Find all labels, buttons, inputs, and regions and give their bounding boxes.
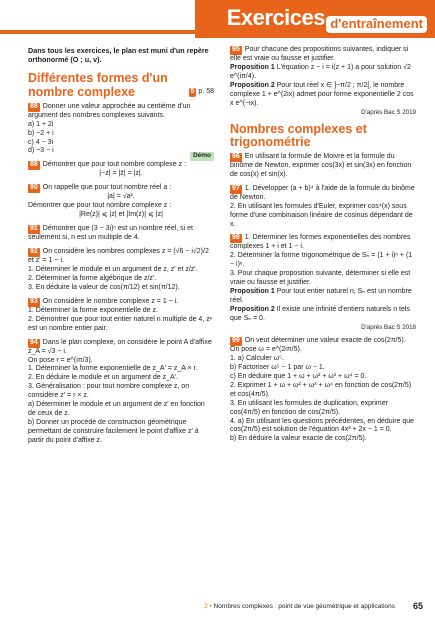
exercise-number: 93 [30, 297, 38, 305]
exercise-number: 88 [30, 102, 38, 110]
question-1: 1. Déterminer la forme exponentielle de z. [28, 306, 158, 314]
proposition-1-label: Proposition 1 [230, 288, 275, 296]
footer-chapter [204, 603, 395, 611]
exercise-number: 95 [232, 46, 240, 53]
formula-1: |a| = √a². [107, 193, 135, 201]
demo-tag: Démo [190, 152, 214, 160]
section-ref [189, 88, 214, 97]
exercise-text: Dans le plan complexe, on considère le point A d'affixe z_A = √3 − i. [28, 338, 212, 355]
section-ref-page: p. 58 [198, 87, 214, 95]
question-1: 1. Déterminer le module et un argument de z, z′ et z/z′. [28, 265, 198, 273]
item-a: a) 1 + 2i [28, 120, 54, 128]
exercise-text: Démontrer que (3 − 3i)ⁿ est un nombre réel, si et seulement si, n est un multiple de 4. [28, 225, 194, 242]
proposition-2: Pour tout réel x ∈ ]−π/2 ; π/2[, le nombre complexe 1 + e^(2ix) admet pour forme exponentielle 2 cos x e^(−ix). [230, 81, 414, 107]
exercise-92 [28, 248, 214, 293]
right-column [230, 46, 416, 449]
exercise-99 [230, 337, 416, 444]
question-1c: c) En déduire que 1 + ω + ω² + ω³ + ω⁴ = 0. [230, 372, 367, 380]
exercise-number: 98 [232, 234, 240, 242]
exercise-98 [230, 234, 416, 331]
exercise-94 [28, 339, 214, 446]
section-title-1: Différentes formes d'un nombre complexe [28, 71, 168, 99]
question-2: 2. Exprimer 1 + ω + ω² + ω³ + ω⁴ en fonction de cos(2π/5) et cos(4π/5). [230, 381, 412, 398]
proposition-1-label: Proposition 1 [230, 63, 275, 71]
question-3: 3. Généralisation : pour tout nombre complexe z, on considère z′ = r × z. [28, 383, 190, 400]
exercise-number: 91 [30, 225, 38, 233]
question-1a: 1. a) Calculer ω⁵. [230, 354, 284, 362]
footer-chapter-title: Nombres complexes : point de vue géométrique et applications [213, 602, 395, 610]
pose-line: On pose r = e^(iπ/3). [28, 356, 93, 364]
exercise-96 [230, 153, 416, 180]
question-1b: b) Factoriser ω⁵ − 1 par ω − 1. [230, 363, 325, 371]
exercise-90 [28, 184, 214, 220]
formula: |−z| = |z̄| = |z|. [99, 170, 143, 178]
exercise-number: 99 [232, 336, 240, 344]
question-3: 3. Pour chaque proposition suivante, déterminer si elle est vraie ou fausse et justifier. [230, 270, 411, 287]
proposition-2-label: Proposition 2 [230, 306, 275, 314]
exercise-88 [28, 103, 214, 157]
page-header [0, 0, 435, 42]
header-subtitle: d'entraînement [326, 16, 427, 33]
exercise-text-2: Démontrer que pour tout nombre complexe z : [28, 202, 172, 210]
proposition-1: Pour tout entier naturel n, Sₙ est un nombre réel. [230, 288, 412, 305]
source: D'après Bac S 2019 [361, 108, 416, 116]
source: D'après Bac S 2018 [361, 324, 416, 332]
exercise-93 [28, 298, 214, 334]
exercise-text: Démontrer que pour tout nombre complexe z : [42, 161, 186, 169]
formula-2: |Re(z)| ⩽ |z| et |Im(z)| ⩽ |z| [79, 211, 163, 219]
exercise-text: Pour chacune des propositions suivantes, indiquer si elle est vraie ou fausse et justifier. [230, 46, 409, 62]
exercise-text: On considère le nombre complexe z = 1 − i. [42, 297, 179, 305]
question-3: 3. En utilisant les formules de duplication, exprimer cos(4π/5) en fonction de cos(2π/5). [230, 399, 388, 416]
question-3: 3. En déduire la valeur de cos(π/12) et sin(π/12). [28, 283, 180, 291]
question-1: 1. Développer (a + b)⁴ à l'aide de la formule du binôme de Newton. [230, 184, 415, 201]
exercise-text: On considère les nombres complexes z = (√6 − i√2)/2 et z′ = 1 − i. [28, 248, 209, 264]
question-1: 1. Déterminer les formes exponentielles des nombres complexes 1 + i et 1 − i. [230, 234, 411, 251]
page-number: 65 [412, 601, 423, 612]
item-c: c) 4 − 3i [28, 138, 54, 146]
exercise-97 [230, 185, 416, 230]
question-3b: b) Donner un procédé de construction géométrique permettant de construire facilement le point d'affixe z′ à partir du point d'affixe z. [28, 419, 199, 445]
header-title: Exercices [226, 5, 325, 30]
intro-text: Dans tous les exercices, le plan est muni d'un repère orthonormé (O ; u, v). [28, 46, 209, 65]
question-2: 2. Déterminer la forme trigonométrique de Sₙ = (1 + i)ⁿ + (1 − i)ⁿ. [230, 252, 413, 269]
page-footer [0, 595, 435, 619]
question-3a: a) Déterminer le module et un argument de z′ en fonction de ceux de z. [28, 401, 205, 418]
exercise-text: On rappelle que pour tout nombre réel a : [42, 184, 172, 192]
exercise-95 [230, 46, 416, 117]
exercise-text: On veut déterminer une valeur exacte de cos(2π/5). [244, 336, 406, 344]
exercise-number: 94 [30, 338, 38, 346]
footer-chapter-num: 2 • [204, 602, 212, 610]
exercise-number: 97 [232, 184, 240, 192]
question-4a: 4. a) En utilisant les questions précédentes, en déduire que cos(2π/5) est solution de l'équation 4x² + 2x − 1 = 0. [230, 417, 415, 434]
question-1: 1. Déterminer la forme exponentielle de z_A′ = z_A × r. [28, 365, 198, 373]
exercise-number: 90 [30, 184, 38, 192]
proposition-2-label: Proposition 2 [230, 81, 275, 89]
left-column [28, 46, 214, 451]
exercise-89 [28, 152, 214, 179]
question-2: 2. Déterminer la forme algébrique de z/z′. [28, 274, 157, 282]
proposition-2: Il existe une infinité d'entiers naturels n tels que Sₙ = 0. [230, 306, 410, 323]
item-b: b) −2 + i [28, 129, 54, 137]
section-ref-badge: 5 [190, 87, 195, 95]
exercise-number: 96 [232, 152, 240, 160]
item-d: d) −3 − i [28, 147, 54, 155]
question-4b: b) En déduire la valeur exacte de cos(2π/5). [230, 435, 367, 443]
exercise-number: 92 [30, 248, 38, 256]
proposition-1: L'équation z − i = i(z + 1) a pour solution √2 e^(iπ/4). [230, 63, 411, 80]
exercise-text: Donner une valeur approchée au centième d'un argument des nombres complexes suivants. [28, 102, 191, 119]
question-2: 2. En utilisant les formules d'Euler, exprimer cos⁴(x) sous forme d'une combinaison linéaire de cosinus dépendant de x. [230, 202, 413, 228]
pose-line: On pose ω = e^(2iπ/5). [230, 345, 302, 353]
exercise-number: 89 [30, 161, 38, 169]
section-heading-1 [28, 72, 214, 98]
question-2: 2. En déduire le module et un argument de z_A′. [28, 374, 178, 382]
exercise-91 [28, 225, 214, 243]
exercise-text: En utilisant la formule de Moivre et la formule du binôme de Newton, exprimer cos(3x) et sin(3x) en fonction de cos(x) et sin(x). [230, 152, 412, 178]
section-title-2: Nombres complexes et trigonométrie [230, 121, 367, 149]
question-2: 2. Démontrer que pour tout entier naturel n multiple de 4, zⁿ est un nombre entier pair. [28, 315, 213, 332]
